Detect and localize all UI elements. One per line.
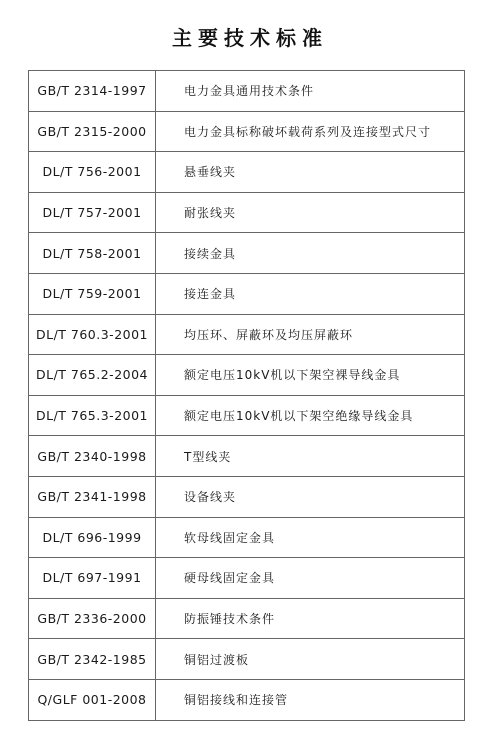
table-row	[29, 436, 465, 477]
standard-name: 硬母线固定金具	[156, 558, 465, 599]
standard-name: T型线夹	[156, 436, 465, 477]
standard-code: GB/T 2314-1997	[29, 71, 156, 112]
standard-code: DL/T 759-2001	[29, 273, 156, 314]
standard-code: DL/T 760.3-2001	[29, 314, 156, 355]
standard-name: 防振锤技术条件	[156, 598, 465, 639]
table-row	[29, 558, 465, 599]
standard-code: DL/T 757-2001	[29, 192, 156, 233]
standard-code: DL/T 758-2001	[29, 233, 156, 274]
standard-name: 软母线固定金具	[156, 517, 465, 558]
standard-name: 额定电压10kV机以下架空绝缘导线金具	[156, 395, 465, 436]
table-row	[29, 273, 465, 314]
standard-name: 耐张线夹	[156, 192, 465, 233]
standard-name: 额定电压10kV机以下架空裸导线金具	[156, 355, 465, 396]
standard-code: DL/T 765.3-2001	[29, 395, 156, 436]
standard-name: 接连金具	[156, 273, 465, 314]
standards-table	[28, 70, 465, 721]
standard-code: GB/T 2340-1998	[29, 436, 156, 477]
table-row	[29, 152, 465, 193]
standard-name: 电力金具标称破坏载荷系列及连接型式尺寸	[156, 111, 465, 152]
standard-code: GB/T 2341-1998	[29, 476, 156, 517]
table-row	[29, 314, 465, 355]
table-row	[29, 355, 465, 396]
table-row	[29, 639, 465, 680]
page-title: 主要技术标准	[172, 26, 328, 50]
standard-code: GB/T 2315-2000	[29, 111, 156, 152]
table-row	[29, 111, 465, 152]
standard-code: DL/T 765.2-2004	[29, 355, 156, 396]
table-row	[29, 192, 465, 233]
standard-code: Q/GLF 001-2008	[29, 679, 156, 720]
table-row	[29, 476, 465, 517]
standard-code: DL/T 696-1999	[29, 517, 156, 558]
standard-name: 铜铝过渡板	[156, 639, 465, 680]
standard-code: GB/T 2342-1985	[29, 639, 156, 680]
standard-code: DL/T 756-2001	[29, 152, 156, 193]
table-row	[29, 598, 465, 639]
table-row	[29, 71, 465, 112]
table-row	[29, 679, 465, 720]
table-row	[29, 233, 465, 274]
table-row	[29, 517, 465, 558]
table-row	[29, 395, 465, 436]
standard-name: 电力金具通用技术条件	[156, 71, 465, 112]
standard-code: DL/T 697-1991	[29, 558, 156, 599]
standard-code: GB/T 2336-2000	[29, 598, 156, 639]
standard-name: 悬垂线夹	[156, 152, 465, 193]
standard-name: 接续金具	[156, 233, 465, 274]
standard-name: 均压环、屏蔽环及均压屏蔽环	[156, 314, 465, 355]
standard-name: 设备线夹	[156, 476, 465, 517]
standard-name: 铜铝接线和连接管	[156, 679, 465, 720]
